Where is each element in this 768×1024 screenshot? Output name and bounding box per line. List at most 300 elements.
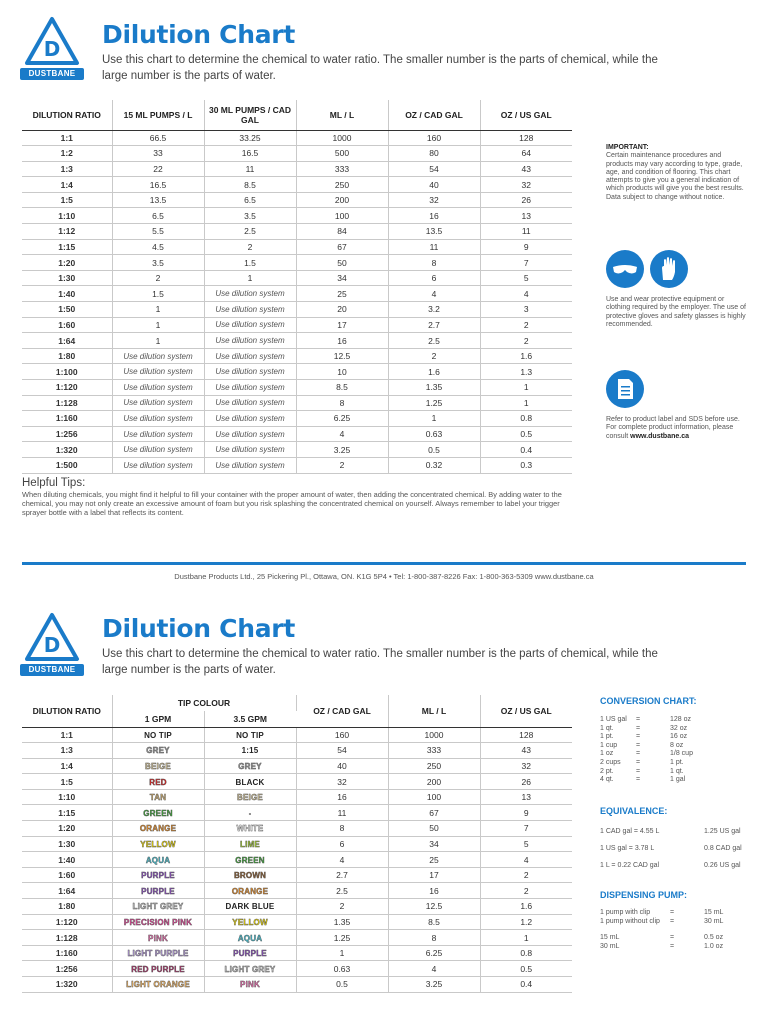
helpful-tips-title: Helpful Tips: xyxy=(22,477,86,489)
table-cell: 20 xyxy=(296,302,388,318)
intro-text: Use this chart to determine the chemical to water ratio. The smaller number is the parts of chemical, while the large number is the parts of water. xyxy=(102,648,658,676)
table-row xyxy=(22,774,572,790)
table-cell: 11 xyxy=(480,224,572,240)
table-row xyxy=(22,348,572,364)
tip-colour-label: NO TIP xyxy=(236,730,264,740)
tip-colour-label: RED xyxy=(149,777,167,787)
ratio-cell: 1:30 xyxy=(22,270,112,286)
table-cell: 16 xyxy=(296,789,388,805)
table-cell: 0.4 xyxy=(480,977,572,993)
table-cell: 32 xyxy=(388,192,480,208)
ratio-cell: 1:3 xyxy=(22,743,112,759)
tip-35gpm-cell xyxy=(204,836,296,852)
equivalence-item: 1 L = 0.22 CAD gal xyxy=(600,862,660,869)
ratio-cell: 1:50 xyxy=(22,302,112,318)
table-cell: 43 xyxy=(480,161,572,177)
tip-1gpm-cell xyxy=(112,743,204,759)
col-header: ML / L xyxy=(388,695,480,727)
important-title: IMPORTANT: xyxy=(606,144,649,151)
ratio-cell: 1:64 xyxy=(22,333,112,349)
table-row xyxy=(22,442,572,458)
table-cell: Use dilution system xyxy=(204,426,296,442)
tip-35gpm-cell xyxy=(204,743,296,759)
tip-colour-table xyxy=(22,695,572,993)
table-cell: 200 xyxy=(388,774,480,790)
tip-colour-label: PURPLE xyxy=(233,949,267,959)
tip-1gpm-cell xyxy=(112,774,204,790)
table-cell: Use dilution system xyxy=(204,457,296,473)
table-cell: 4 xyxy=(388,961,480,977)
table-cell: 2 xyxy=(112,270,204,286)
table-cell: 13.5 xyxy=(388,224,480,240)
ratio-cell: 1:1 xyxy=(22,130,112,146)
table-cell: Use dilution system xyxy=(204,317,296,333)
table-cell: Use dilution system xyxy=(204,442,296,458)
col-header: ML / L xyxy=(296,100,388,130)
table-row xyxy=(22,161,572,177)
sds-text: Refer to product label and SDS before use. For complete product information, please consult xyxy=(606,416,740,440)
ratio-cell: 1:256 xyxy=(22,961,112,977)
ratio-cell: 1:3 xyxy=(22,161,112,177)
table-cell: 3.5 xyxy=(204,208,296,224)
logo-letter: D xyxy=(43,37,61,61)
table-cell: 5 xyxy=(480,270,572,286)
table-row xyxy=(22,883,572,899)
table-cell: 0.5 xyxy=(388,442,480,458)
table-cell: 6 xyxy=(388,270,480,286)
tip-colour-label: LIGHT GREY xyxy=(224,964,276,974)
tip-colour-label: PINK xyxy=(240,980,260,990)
tip-1gpm-cell xyxy=(112,961,204,977)
ratio-cell: 1:120 xyxy=(22,914,112,930)
table-cell: Use dilution system xyxy=(204,395,296,411)
conversion-item: 1/8 cup xyxy=(670,750,693,758)
table-cell: 2.5 xyxy=(388,333,480,349)
table-cell: Use dilution system xyxy=(204,411,296,427)
col-header: 3.5 GPM xyxy=(204,711,296,727)
ratio-cell: 1:4 xyxy=(22,177,112,193)
table-cell: 100 xyxy=(388,789,480,805)
ratio-cell: 1:40 xyxy=(22,286,112,302)
tip-colour-label: GREEN xyxy=(235,855,265,865)
table-row xyxy=(22,789,572,805)
table-cell: 5.5 xyxy=(112,224,204,240)
table-cell: 0.5 xyxy=(480,961,572,977)
conversion-item: = xyxy=(636,741,641,749)
ratio-cell: 1:40 xyxy=(22,852,112,868)
table-row xyxy=(22,758,572,774)
table-cell: Use dilution system xyxy=(204,380,296,396)
table-cell: 6.5 xyxy=(204,192,296,208)
tip-35gpm-cell xyxy=(204,883,296,899)
dustbane-logo xyxy=(20,612,84,676)
table-cell: 84 xyxy=(296,224,388,240)
table-cell: 1000 xyxy=(296,130,388,146)
tip-colour-label: AQUA xyxy=(145,855,171,865)
table-row xyxy=(22,333,572,349)
tip-colour-label: AQUA xyxy=(237,933,263,943)
table-cell: 0.5 xyxy=(296,977,388,993)
table-row xyxy=(22,192,572,208)
table-cell: 11 xyxy=(388,239,480,255)
tip-colour-label: GREY xyxy=(238,761,262,771)
tip-colour-label: LIME xyxy=(240,839,260,849)
table-cell: Use dilution system xyxy=(204,286,296,302)
tip-1gpm-cell xyxy=(112,883,204,899)
pump-item: 1 pump with clip xyxy=(600,909,651,916)
table-cell: 1.25 xyxy=(296,930,388,946)
conversion-item: 2 pt. xyxy=(600,767,614,775)
table-cell: 8.5 xyxy=(388,914,480,930)
table-cell: 40 xyxy=(388,177,480,193)
ratio-cell: 1:1 xyxy=(22,727,112,743)
ratio-cell: 1:2 xyxy=(22,146,112,162)
table-cell: 25 xyxy=(388,852,480,868)
table-row xyxy=(22,805,572,821)
ratio-cell: 1:4 xyxy=(22,758,112,774)
table-cell: 8 xyxy=(296,821,388,837)
tip-1gpm-cell xyxy=(112,789,204,805)
table-cell: 40 xyxy=(296,758,388,774)
equivalence-item: 1 US gal = 3.78 L xyxy=(600,845,655,852)
tip-colour-label: RED PURPLE xyxy=(131,964,185,974)
tip-colour-label: - xyxy=(248,808,252,818)
table-row xyxy=(22,977,572,993)
table-cell: 128 xyxy=(480,130,572,146)
conversion-item: = xyxy=(636,733,641,741)
col-header: 1 GPM xyxy=(112,711,204,727)
table-cell: 8.5 xyxy=(296,380,388,396)
helpful-tips-text: When diluting chemicals, you might find it helpful to fill your container with the proper amount of water, then adding the concentrated chemical. By adding water to the chemical, you may not only create an excessive amount of foam but you risk splashing the concentrated chemical on yourself. Always remember to label your trigger sprayer bottle with a label that reflects its content. xyxy=(22,490,562,518)
table-row xyxy=(22,743,572,759)
table-cell: 2.7 xyxy=(388,317,480,333)
ratio-cell: 1:10 xyxy=(22,208,112,224)
dispensing-pump-title: DISPENSING PUMP: xyxy=(600,890,688,900)
dustbane-logo xyxy=(20,16,84,80)
tip-colour-label: ORANGE xyxy=(139,824,177,834)
tip-1gpm-cell xyxy=(112,899,204,915)
pump-item: = xyxy=(670,942,675,950)
table-row xyxy=(22,867,572,883)
conversion-item: = xyxy=(636,759,641,766)
conversion-item: 32 oz xyxy=(670,724,688,732)
table-cell: 66.5 xyxy=(112,130,204,146)
pump-item: 1.0 oz xyxy=(704,942,724,950)
table-cell: 16 xyxy=(388,883,480,899)
table-row xyxy=(22,961,572,977)
sds-note xyxy=(606,416,746,441)
tip-colour-label: LIGHT GREY xyxy=(132,902,184,912)
table-cell: 1.5 xyxy=(204,255,296,271)
equivalence-title: EQUIVALENCE: xyxy=(600,806,668,816)
ratio-cell: 1:20 xyxy=(22,255,112,271)
table-cell: 1 xyxy=(112,333,204,349)
conversion-item: 1 oz xyxy=(600,750,614,758)
table-cell: Use dilution system xyxy=(204,364,296,380)
table-cell: 1.6 xyxy=(388,364,480,380)
ratio-cell: 1:160 xyxy=(22,411,112,427)
col-header: 15 ML PUMPS / L xyxy=(112,100,204,130)
tip-colour-label: YELLOW xyxy=(232,917,268,927)
ratio-cell: 1:64 xyxy=(22,883,112,899)
table-cell: 0.5 xyxy=(480,426,572,442)
table-row xyxy=(22,146,572,162)
ratio-cell: 1:80 xyxy=(22,899,112,915)
table-row xyxy=(22,727,572,743)
table-cell: 11 xyxy=(204,161,296,177)
table-cell: 1 xyxy=(480,930,572,946)
table-cell: 13 xyxy=(480,789,572,805)
conversion-item: = xyxy=(636,750,641,758)
table-cell: 2 xyxy=(388,348,480,364)
tip-35gpm-cell xyxy=(204,961,296,977)
table-row xyxy=(22,426,572,442)
tip-colour-label: TAN xyxy=(149,793,167,803)
table-cell: 4.5 xyxy=(112,239,204,255)
table-cell: 54 xyxy=(388,161,480,177)
conversion-item: 1 pt. xyxy=(670,759,684,766)
table-cell: 8 xyxy=(296,395,388,411)
tip-colour-label: YELLOW xyxy=(140,839,176,849)
table-cell: 26 xyxy=(480,774,572,790)
table-cell: 8.5 xyxy=(204,177,296,193)
conversion-title: CONVERSION CHART: xyxy=(600,696,697,706)
tip-1gpm-cell xyxy=(112,836,204,852)
table-cell: 9 xyxy=(480,805,572,821)
table-cell: Use dilution system xyxy=(112,364,204,380)
conversion-item: = xyxy=(636,776,641,784)
ratio-cell: 1:80 xyxy=(22,348,112,364)
table-cell: 1 xyxy=(112,317,204,333)
conversion-item: 1 cup xyxy=(600,741,618,749)
col-header: TIP COLOUR xyxy=(112,695,296,711)
page-title: Dilution Chart xyxy=(102,614,295,643)
pump-item: 30 mL xyxy=(704,917,724,925)
col-header: OZ / CAD GAL xyxy=(296,695,388,727)
table-cell: Use dilution system xyxy=(204,333,296,349)
table-cell: 500 xyxy=(296,146,388,162)
table-cell: 3 xyxy=(480,302,572,318)
table-row xyxy=(22,270,572,286)
table-row xyxy=(22,302,572,318)
logo-letter: D xyxy=(43,633,61,657)
table-cell: 1 xyxy=(204,270,296,286)
table-cell: 34 xyxy=(296,270,388,286)
tip-1gpm-cell xyxy=(112,930,204,946)
tip-1gpm-cell xyxy=(112,852,204,868)
ratio-cell: 1:60 xyxy=(22,317,112,333)
tip-35gpm-cell xyxy=(204,727,296,743)
table-cell: 67 xyxy=(388,805,480,821)
dilution-table xyxy=(22,100,572,474)
table-cell: 10 xyxy=(296,364,388,380)
tip-1gpm-cell xyxy=(112,805,204,821)
conversion-item: 128 oz xyxy=(670,716,692,723)
ratio-cell: 1:160 xyxy=(22,945,112,961)
table-cell: 54 xyxy=(296,743,388,759)
tip-colour-label: GREY xyxy=(146,746,170,756)
col-header: OZ / CAD GAL xyxy=(388,100,480,130)
table-cell: 12.5 xyxy=(296,348,388,364)
ratio-cell: 1:128 xyxy=(22,930,112,946)
table-cell: 80 xyxy=(388,146,480,162)
tip-35gpm-cell xyxy=(204,805,296,821)
table-cell: 1 xyxy=(112,302,204,318)
table-cell: Use dilution system xyxy=(112,457,204,473)
table-cell: 0.3 xyxy=(480,457,572,473)
table-cell: 160 xyxy=(388,130,480,146)
tip-colour-label: WHITE xyxy=(236,824,264,834)
conversion-item: 8 oz xyxy=(670,741,684,749)
table-cell: 2 xyxy=(480,883,572,899)
tip-35gpm-cell xyxy=(204,821,296,837)
tip-35gpm-cell xyxy=(204,977,296,993)
tip-1gpm-cell xyxy=(112,977,204,993)
important-text: Certain maintenance procedures and products may vary according to type, grade, age, and condition of flooring. This chart attempts to give you a general indication of which products will give you the best results. Data subject to change without notice. xyxy=(606,152,744,201)
ratio-cell: 1:128 xyxy=(22,395,112,411)
table-row xyxy=(22,208,572,224)
tip-35gpm-cell xyxy=(204,930,296,946)
table-row xyxy=(22,914,572,930)
tip-colour-label: BEIGE xyxy=(145,761,171,771)
table-cell: 8 xyxy=(388,930,480,946)
table-cell: 6.5 xyxy=(112,208,204,224)
ratio-cell: 1:100 xyxy=(22,364,112,380)
conversion-item: 4 qt. xyxy=(600,776,614,784)
equivalence-item: 0.26 US gal xyxy=(704,862,741,869)
tip-colour-label: ORANGE xyxy=(231,886,269,896)
table-cell: 1 xyxy=(480,395,572,411)
table-cell: 2 xyxy=(296,899,388,915)
table-cell: 3.25 xyxy=(388,977,480,993)
table-cell: 2 xyxy=(480,333,572,349)
table-cell: 2.5 xyxy=(296,883,388,899)
pump-item: 0.5 oz xyxy=(704,934,724,942)
tip-colour-label: LIGHT ORANGE xyxy=(126,980,190,990)
page-title: Dilution Chart xyxy=(102,20,295,49)
tip-colour-label: GREEN xyxy=(143,808,173,818)
tip-1gpm-cell xyxy=(112,945,204,961)
table-row xyxy=(22,130,572,146)
safety-glasses-icon xyxy=(606,250,644,288)
table-cell: 16.5 xyxy=(204,146,296,162)
conversion-item: = xyxy=(636,716,641,723)
ratio-cell: 1:320 xyxy=(22,977,112,993)
table-cell: 1 xyxy=(480,380,572,396)
pump-item: = xyxy=(670,909,675,916)
tip-35gpm-cell xyxy=(204,867,296,883)
tip-35gpm-cell xyxy=(204,758,296,774)
ratio-cell: 1:12 xyxy=(22,224,112,240)
conversion-item: 1 qt. xyxy=(670,767,684,775)
table-cell: 16.5 xyxy=(112,177,204,193)
table-cell: 1 xyxy=(388,411,480,427)
col-header: DILUTION RATIO xyxy=(22,100,112,130)
table-cell: 33.25 xyxy=(204,130,296,146)
pump-item: 15 mL xyxy=(704,909,724,916)
pump-item: 1 pump without clip xyxy=(600,917,660,925)
table-cell: Use dilution system xyxy=(112,442,204,458)
table-cell: 1.3 xyxy=(480,364,572,380)
pump-item: 15 mL xyxy=(600,934,620,942)
table-row xyxy=(22,380,572,396)
table-cell: 7 xyxy=(480,255,572,271)
table-row xyxy=(22,224,572,240)
table-cell: 128 xyxy=(480,727,572,743)
table-cell: 43 xyxy=(480,743,572,759)
table-cell: 0.8 xyxy=(480,945,572,961)
conversion-item: 1 US gal xyxy=(600,716,627,723)
ratio-cell: 1:5 xyxy=(22,192,112,208)
table-cell: 17 xyxy=(296,317,388,333)
table-cell: 22 xyxy=(112,161,204,177)
table-cell: 50 xyxy=(388,821,480,837)
table-row xyxy=(22,317,572,333)
table-cell: 13.5 xyxy=(112,192,204,208)
pump-item: = xyxy=(670,934,675,942)
ratio-cell: 1:30 xyxy=(22,836,112,852)
table-cell: 1.6 xyxy=(480,899,572,915)
table-cell: 0.32 xyxy=(388,457,480,473)
table-cell: 333 xyxy=(388,743,480,759)
table-row xyxy=(22,821,572,837)
ratio-cell: 1:5 xyxy=(22,774,112,790)
table-cell: 4 xyxy=(480,852,572,868)
table-cell: 7 xyxy=(480,821,572,837)
table-cell: 0.8 xyxy=(480,411,572,427)
table-cell: 1.6 xyxy=(480,348,572,364)
website-link[interactable]: www.dustbane.ca xyxy=(630,432,689,440)
table-cell: 32 xyxy=(480,177,572,193)
tip-1gpm-cell xyxy=(112,727,204,743)
logo-brand-text: DUSTBANE xyxy=(20,68,84,80)
pump-item: 30 mL xyxy=(600,942,620,950)
table-row xyxy=(22,411,572,427)
table-cell: 5 xyxy=(480,836,572,852)
table-cell: 34 xyxy=(388,836,480,852)
table-cell: 0.4 xyxy=(480,442,572,458)
table-row xyxy=(22,852,572,868)
equivalence-item: 1.25 US gal xyxy=(704,828,741,835)
table-cell: 1.5 xyxy=(112,286,204,302)
table-cell: 2 xyxy=(296,457,388,473)
conversion-item: 1 pt. xyxy=(600,733,614,741)
table-cell: 16 xyxy=(296,333,388,349)
conversion-item: 1 qt. xyxy=(600,724,614,732)
table-cell: 6 xyxy=(296,836,388,852)
tip-1gpm-cell xyxy=(112,914,204,930)
table-cell: 1.35 xyxy=(388,380,480,396)
tip-colour-label: 1:15 xyxy=(241,746,259,756)
table-row xyxy=(22,364,572,380)
tip-1gpm-cell xyxy=(112,867,204,883)
tip-35gpm-cell xyxy=(204,945,296,961)
pump-item: = xyxy=(670,917,675,925)
equivalence-item: 1 CAD gal = 4.55 L xyxy=(600,828,660,835)
table-cell: Use dilution system xyxy=(204,302,296,318)
table-cell: 3.25 xyxy=(296,442,388,458)
table-cell: 3.5 xyxy=(112,255,204,271)
table-cell: 100 xyxy=(296,208,388,224)
ratio-cell: 1:15 xyxy=(22,805,112,821)
table-row xyxy=(22,457,572,473)
table-cell: 333 xyxy=(296,161,388,177)
table-row xyxy=(22,899,572,915)
tip-colour-label: PURPLE xyxy=(141,871,175,881)
table-row xyxy=(22,255,572,271)
table-cell: 3.2 xyxy=(388,302,480,318)
tip-35gpm-cell xyxy=(204,774,296,790)
